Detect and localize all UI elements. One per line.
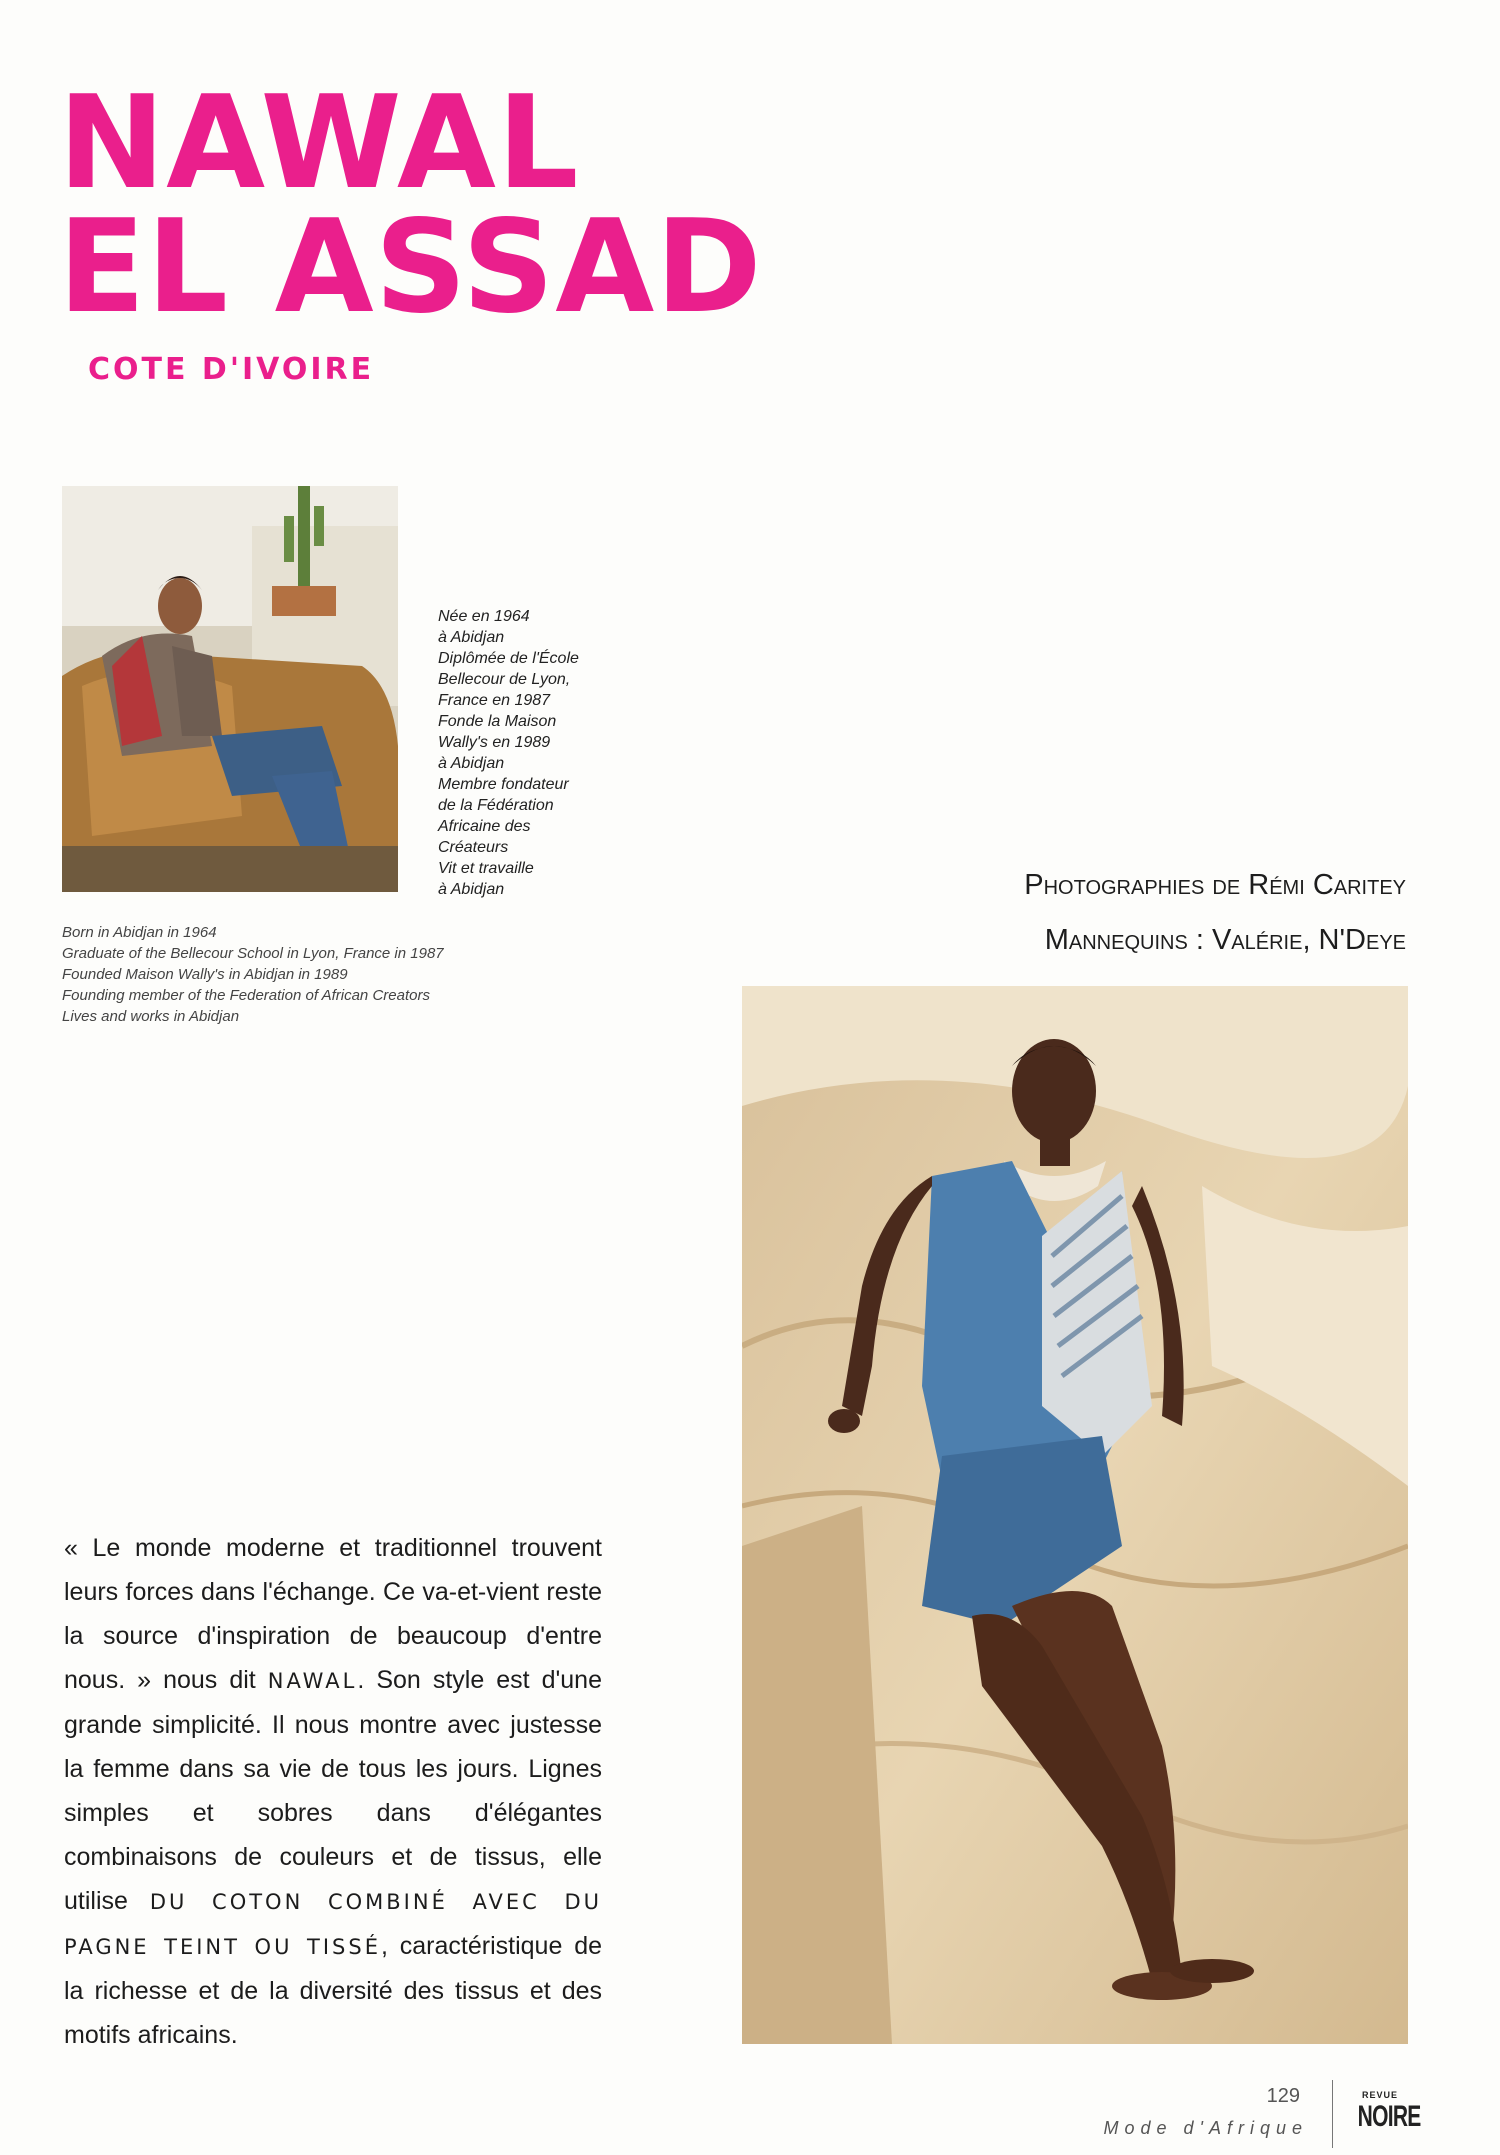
- bio-en-line: Born in Abidjan in 1964: [62, 924, 217, 941]
- logo-big-text: NOIRE: [1357, 2100, 1421, 2133]
- page-number: 129: [1266, 2085, 1300, 2107]
- bio-fr-line: France en 1987: [438, 692, 551, 709]
- bio-fr-line: Diplômée de l'École: [438, 650, 579, 667]
- section-name: Mode d'Afrique: [1103, 2118, 1308, 2138]
- bio-fr-line: à Abidjan: [438, 629, 505, 646]
- bio-fr-line: Bellecour de Lyon,: [438, 671, 571, 688]
- body-part-2: . Son style est d'une grande simplicité. Il nous montre avec justesse la femme dans sa vie de tous les jours. Lignes simples et sobres dans d'élégantes combinaisons de couleurs et de tissus, elle utilise: [64, 1666, 602, 1915]
- bio-fr-line: Fonde la Maison: [438, 713, 557, 730]
- bio-fr-line: Née en 1964: [438, 608, 530, 625]
- body-part-1: « Le monde moderne et traditionnel trouvent leurs forces dans l'échange. Ce va-et-vient reste la source d'inspiration de beaucoup d'entre nous. » nous dit: [64, 1534, 602, 1694]
- article-title: [58, 69, 763, 342]
- bio-fr-line: de la Fédération: [438, 797, 554, 814]
- designer-name: NAWAL: [267, 1669, 358, 1693]
- bio-fr-line: à Abidjan: [438, 881, 505, 898]
- photographer-credit: Photographies de Rémi Caritey: [1024, 869, 1406, 901]
- bio-fr-line: Africaine des: [438, 818, 531, 835]
- fashion-photo-sand: [742, 986, 1408, 2044]
- bio-en-line: Graduate of the Bellecour School in Lyon, France in 1987: [62, 945, 444, 962]
- title-line-1: NAWAL: [58, 69, 580, 218]
- bio-en-line: Founding member of the Federation of African Creators: [62, 987, 430, 1004]
- models-credit: Mannequins : Valérie, N'Deye: [1044, 924, 1406, 956]
- bio-fr-line: Wally's en 1989: [438, 734, 551, 751]
- logo-small-text: REVUE: [1361, 2090, 1398, 2100]
- bio-en-line: Founded Maison Wally's in Abidjan in 1989: [62, 966, 348, 983]
- bio-en-line: Lives and works in Abidjan: [62, 1008, 240, 1025]
- bio-fr-line: à Abidjan: [438, 755, 505, 772]
- country-subtitle: COTE D'IVOIRE: [88, 352, 375, 387]
- bio-fr-line: Créateurs: [438, 839, 509, 856]
- biography-english: [62, 922, 522, 1027]
- title-line-2: EL ASSAD: [58, 193, 763, 342]
- designer-portrait-photo: [62, 486, 398, 892]
- bio-fr-line: Vit et travaille: [438, 860, 534, 877]
- body-part-3: , caractéristique de la richesse et de la diversité des tissus et des motifs africains.: [64, 1932, 603, 2049]
- biography-french: [438, 606, 608, 900]
- footer-divider: [1332, 2080, 1333, 2148]
- bio-fr-line: Membre fondateur: [438, 776, 569, 793]
- emphasized-fabric-text: DU COTON COMBINÉ AVEC DU PAGNE TEINT OU TISSÉ: [64, 1890, 602, 1959]
- article-body: [64, 1526, 602, 2057]
- photo-credits: [1024, 858, 1406, 968]
- revue-noire-logo: [1348, 2090, 1421, 2134]
